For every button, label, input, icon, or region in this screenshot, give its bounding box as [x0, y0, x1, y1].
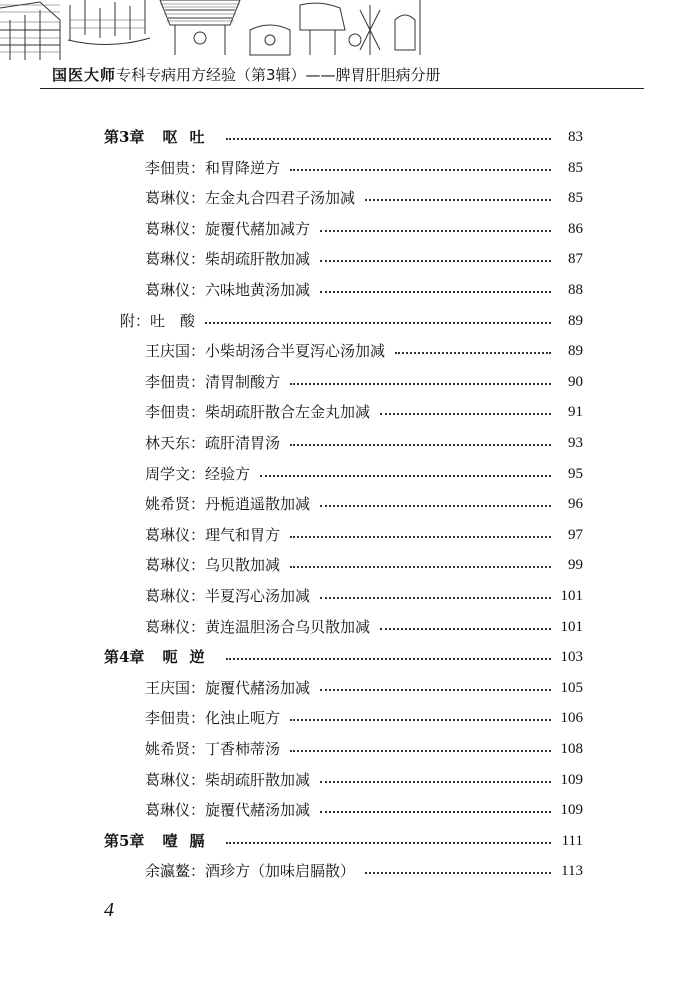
entry-page-number: 105: [560, 679, 583, 696]
dot-leader: [260, 475, 551, 477]
entry-text: 姚希贤：丹栀逍遥散加减: [145, 495, 311, 514]
entry-page-number: 93: [568, 435, 583, 451]
toc-entry-row: [145, 613, 583, 641]
header-illustration: [0, 0, 690, 62]
entry-text: 李佃贵：化浊止呃方: [145, 709, 281, 728]
book-header-title: [52, 64, 642, 86]
book-title-text: 专科专病用方经验（第3辑）——脾胃肝胆病分册: [116, 66, 441, 84]
toc-entry-row: [145, 276, 583, 304]
toc-entry-row: [145, 674, 583, 702]
entry-text: 葛琳仪：柴胡疏肝散加减: [145, 250, 311, 269]
header-divider: [40, 88, 644, 89]
entry-page-number: 90: [568, 373, 583, 390]
dot-leader: [320, 505, 551, 507]
dot-leader: [380, 628, 551, 630]
dot-leader: [290, 536, 551, 538]
entry-page-number: 89: [568, 312, 583, 329]
dot-leader: [290, 719, 551, 721]
page-number: 4: [104, 899, 114, 921]
entry-text: 林天东：疏肝清胃汤: [145, 434, 281, 452]
toc-entry-row: [145, 857, 583, 885]
toc-entry-row: [145, 490, 583, 518]
chapter-number: 第3章: [104, 128, 145, 146]
chapter-title: 噎膈: [162, 831, 217, 850]
entry-page-number: 113: [561, 863, 583, 880]
entry-page-number: 87: [568, 251, 583, 268]
entry-page-number: 85: [568, 159, 583, 176]
dot-leader: [320, 260, 551, 262]
dot-leader: [226, 842, 551, 844]
entry-text: 葛琳仪：柴胡疏肝散加减: [145, 770, 311, 789]
toc-entry-row: [145, 245, 583, 273]
entry-page-number: 101: [560, 588, 583, 604]
dot-leader: [290, 169, 551, 171]
dot-leader: [290, 444, 551, 446]
toc-entry-row: [145, 398, 583, 426]
entry-page-number: 108: [560, 741, 583, 757]
entry-text: 葛琳仪：乌贝散加减: [145, 556, 281, 575]
dot-leader: [320, 230, 551, 232]
toc-entry-row: [145, 766, 583, 794]
dot-leader: [380, 413, 551, 415]
entry-page-number: 106: [560, 710, 583, 727]
entry-page-number: 95: [568, 465, 583, 482]
entry-text: 葛琳仪：黄连温胆汤合乌贝散加减: [145, 617, 371, 636]
entry-text: 李佃贵：柴胡疏肝散合左金丸加减: [145, 403, 371, 422]
entry-page-number: 109: [560, 802, 583, 819]
chapter-number: 第4章: [104, 648, 145, 667]
dot-leader: [290, 383, 551, 385]
toc-entry-row: [145, 582, 583, 610]
entry-page-number: 99: [568, 557, 583, 574]
entry-text: 王庆国：旋覆代赭汤加减: [145, 678, 311, 697]
entry-text: 葛琳仪：旋覆代赭汤加减: [145, 801, 311, 820]
entry-page-number: 111: [561, 832, 583, 849]
toc-entry-row: [145, 429, 583, 457]
entry-text: 姚希贤：丁香柿蒂汤: [145, 740, 281, 758]
toc-entry-row: [145, 460, 583, 488]
toc-entry-row: [145, 154, 583, 182]
chapter-title: 呃逆: [162, 648, 217, 667]
dot-leader: [290, 566, 551, 568]
dot-leader: [205, 322, 551, 324]
toc-chapter-row: [104, 643, 583, 671]
entry-page-number: 109: [560, 771, 583, 788]
entry-text: 葛琳仪：六味地黄汤加减: [145, 281, 311, 299]
toc-entry-row: [145, 184, 583, 212]
entry-text: 葛琳仪：理气和胃方: [145, 525, 281, 544]
entry-page-number: 85: [568, 190, 583, 207]
entry-text: 葛琳仪：旋覆代赭加减方: [145, 219, 311, 238]
dot-leader: [365, 872, 551, 874]
toc-entry-row: [145, 704, 583, 732]
entry-page-number: 83: [568, 129, 583, 145]
toc-entry-row: [145, 551, 583, 579]
toc-appendix-row: [120, 307, 583, 335]
dot-leader: [320, 597, 551, 599]
entry-text: 葛琳仪：左金丸合四君子汤加减: [145, 189, 356, 208]
entry-page-number: 88: [568, 282, 583, 298]
dot-leader: [290, 750, 551, 752]
entry-text: 李佃贵：清胃制酸方: [145, 372, 281, 391]
entry-text: 李佃贵：和胃降逆方: [145, 158, 281, 177]
dot-leader: [226, 138, 551, 140]
dot-leader: [365, 199, 551, 201]
toc-entry-row: [145, 796, 583, 824]
entry-text: 王庆国：小柴胡汤合半夏泻心汤加减: [145, 342, 386, 361]
entry-page-number: 101: [560, 618, 583, 635]
entry-text: 周学文：经验方: [145, 464, 251, 483]
entry-page-number: 91: [568, 404, 583, 421]
entry-page-number: 96: [568, 496, 583, 513]
dot-leader: [320, 811, 551, 813]
toc-chapter-row: [104, 123, 583, 151]
entry-text: 余瀛鳌：酒珍方（加味启膈散）: [145, 862, 356, 881]
dot-leader: [320, 291, 551, 293]
toc-entry-row: [145, 368, 583, 396]
entry-page-number: 103: [560, 649, 583, 666]
dot-leader: [320, 781, 551, 783]
chapter-title: 呕吐: [162, 128, 217, 146]
dot-leader: [395, 352, 551, 354]
entry-text: 葛琳仪：半夏泻心汤加减: [145, 587, 311, 605]
chapter-number: 第5章: [104, 831, 145, 850]
dot-leader: [226, 658, 551, 660]
toc-entry-row: [145, 215, 583, 243]
entry-text: 附：吐 酸: [120, 311, 196, 330]
toc-entry-row: [145, 337, 583, 365]
entry-page-number: 89: [568, 343, 583, 360]
entry-page-number: 97: [568, 526, 583, 543]
series-brand: 国医大师: [52, 66, 117, 84]
entry-page-number: 86: [568, 220, 583, 237]
dot-leader: [320, 689, 551, 691]
toc-entry-row: [145, 521, 583, 549]
toc-entry-row: [145, 735, 583, 763]
toc-chapter-row: [104, 827, 583, 855]
